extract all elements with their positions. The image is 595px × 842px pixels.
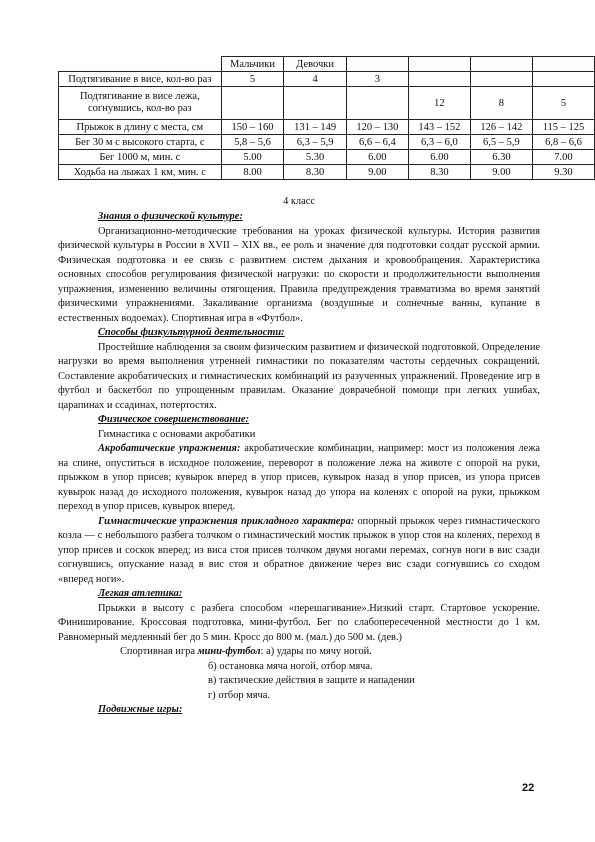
table-row (59, 135, 595, 150)
table-header-cell: Мальчики (221, 57, 284, 72)
acro-text: акробатические комбинации, например: мост из положения лежа на спине, опуститься в исходное положение, переворот в положение лежа на животе с опорой на руки, прыжком в упор присев; кувырок вперед в упор присев, кувырок назад в упор присев, из упора присев кувырок назад до исходного положения, кувырок назад до упора на коленях с опорой на руки, прыжком переход в упор присев, кувырок вперед. (58, 443, 541, 512)
table-cell: 126 – 142 (470, 120, 532, 135)
table-row (59, 87, 595, 120)
table-header-cell (346, 57, 408, 72)
table-row (59, 150, 595, 165)
class-title: 4 класс (283, 196, 315, 207)
athletics-heading: Легкая атлетика: (98, 588, 183, 599)
table-cell (221, 87, 284, 120)
table-header-cell (408, 57, 470, 72)
table-corner-cell (59, 57, 222, 72)
table-cell (346, 87, 408, 120)
table-cell: 6,3 – 5,9 (284, 135, 347, 150)
row-label: Бег 30 м с высокого старта, с (59, 135, 222, 150)
table-cell (284, 87, 347, 120)
knowledge-text: Организационно-методические требования на уроках физической культуры. История развития физической культуры в России в XVII – XIX вв., ее роль и значение для подготовки солдат русской армии. Физическая подготовка и ее связь с развитием систем дыхания и кровообращения. Характеристика основных способов регулирования физической нагрузки: по скорости и продолжительности выполнения упражнения, изменению величины отягощения. Правила предупреждения травматизма во время занятий физическими упражнениями. Закаливание организма (воздушные и солнечные ванны, купание в естественных водоемах). Спортивная игра в «Футбол». (58, 225, 540, 324)
games-heading: Подвижные игры: (98, 704, 183, 715)
minifootball-b: б) остановка мяча ногой, отбор мяча. (208, 660, 373, 672)
acro-paragraph (58, 442, 540, 515)
knowledge-heading: Знания о физической культуре: (98, 211, 243, 222)
minifootball-c: в) тактические действия в защите и нападении (208, 675, 415, 686)
table-cell: 9.00 (346, 165, 408, 180)
table-cell: 8.30 (284, 165, 347, 180)
table-cell: 6,8 – 6,6 (532, 135, 594, 150)
methods-text: Простейшие наблюдения за своим физическим развитием и физической подготовкой. Определение нагрузки во время выполнения утренней гимнастики по показателям частоты сердечных сокращений. Составление акробатических и гимнастических комбинаций из разученных упражнений. Проведение игр в футбол и баскетбол по упрощенным правилам. Оказание доврачебной помощи при легких ушибах, царапинах и ссадинах, потертостях. (58, 341, 540, 411)
applied-text: опорный прыжок через гимнастического козла — с небольшого разбега толчком о гимнастический мостик прыжок в упор стоя на коленях, переход в упор присев и соскок вперед; из виса стоя присев толчком двумя ногами перемах, согнув ноги в вис сзади согнувшись, опускание назад в вис стоя и обратное движение через вис сзади согнувшись со сходом «вперед ноги». (58, 515, 540, 585)
applied-label: Гимнастические упражнения прикладного характера: (98, 515, 355, 527)
table-cell: 6.00 (408, 150, 470, 165)
minifootball-line (120, 645, 540, 660)
table-cell: 9.00 (470, 165, 532, 180)
norms-table (58, 56, 595, 180)
row-label: Подтягивание в висе лежа, согнувшись, кол-во раз (59, 87, 222, 120)
table-cell: 131 – 149 (284, 120, 347, 135)
row-label: Ходьба на лыжах 1 км, мин. с (59, 165, 222, 180)
table-cell (470, 72, 532, 87)
table-cell: 150 – 160 (221, 120, 284, 135)
table-header-cell (532, 57, 594, 72)
table-cell (408, 72, 470, 87)
minifootball-d: г) отбор мяча. (208, 689, 270, 701)
table-cell: 7.00 (532, 150, 594, 165)
table-cell: 115 – 125 (532, 120, 594, 135)
table-cell: 6.00 (346, 150, 408, 165)
athletics-text: Прыжки в высоту с разбега способом «перешагивание».Низкий старт. Стартовое ускорение. Финиширование. Кроссовая подготовка, мини-футбол. Бег по слабопересеченной местности до 1 км. Равномерный медленный бег до 5 мин. Кросс до 800 м. (мал.) до 500 м. (дев.) (58, 602, 540, 643)
row-label: Подтягивание в висе, кол-во раз (59, 72, 222, 87)
applied-paragraph (58, 515, 540, 588)
improvement-heading: Физическое совершенствование: (98, 414, 249, 425)
table-cell: 8.00 (221, 165, 284, 180)
table-cell: 12 (408, 87, 470, 120)
row-label: Бег 1000 м, мин. с (59, 150, 222, 165)
table-cell: 8.30 (408, 165, 470, 180)
table-cell: 143 – 152 (408, 120, 470, 135)
table-cell: 5.00 (221, 150, 284, 165)
table-header-row (59, 57, 595, 72)
table-cell: 9.30 (532, 165, 594, 180)
table-cell: 6,3 – 6,0 (408, 135, 470, 150)
acro-label: Акробатические упражнения: (98, 443, 241, 454)
table-cell: 3 (346, 72, 408, 87)
minifootball-prefix: Спортивная игра (120, 646, 198, 657)
knowledge-section (58, 210, 540, 718)
minifootball-a: : а) удары по мячу ногой. (260, 646, 372, 657)
table-row (59, 72, 595, 87)
table-cell (532, 72, 594, 87)
methods-heading: Способы физкультурной деятельности: (98, 327, 285, 338)
table-header-cell (470, 57, 532, 72)
table-cell: 6,5 – 5,9 (470, 135, 532, 150)
gymnastics-line: Гимнастика с основами акробатики (98, 428, 256, 440)
table-cell: 6,6 – 6,4 (346, 135, 408, 150)
table-cell: 4 (284, 72, 347, 87)
table-cell: 5 (221, 72, 284, 87)
table-cell: 5 (532, 87, 594, 120)
table-cell: 6.30 (470, 150, 532, 165)
table-row (59, 120, 595, 135)
table-cell: 5,8 – 5,6 (221, 135, 284, 150)
minifootball-label: мини-футбол (197, 646, 261, 657)
table-cell: 5.30 (284, 150, 347, 165)
page-number: 22 (522, 782, 535, 794)
row-label: Прыжок в длину с места, см (59, 120, 222, 135)
table-row (59, 165, 595, 180)
table-header-cell: Девочки (284, 57, 347, 72)
table-cell: 8 (470, 87, 532, 120)
table-cell: 120 – 130 (346, 120, 408, 135)
